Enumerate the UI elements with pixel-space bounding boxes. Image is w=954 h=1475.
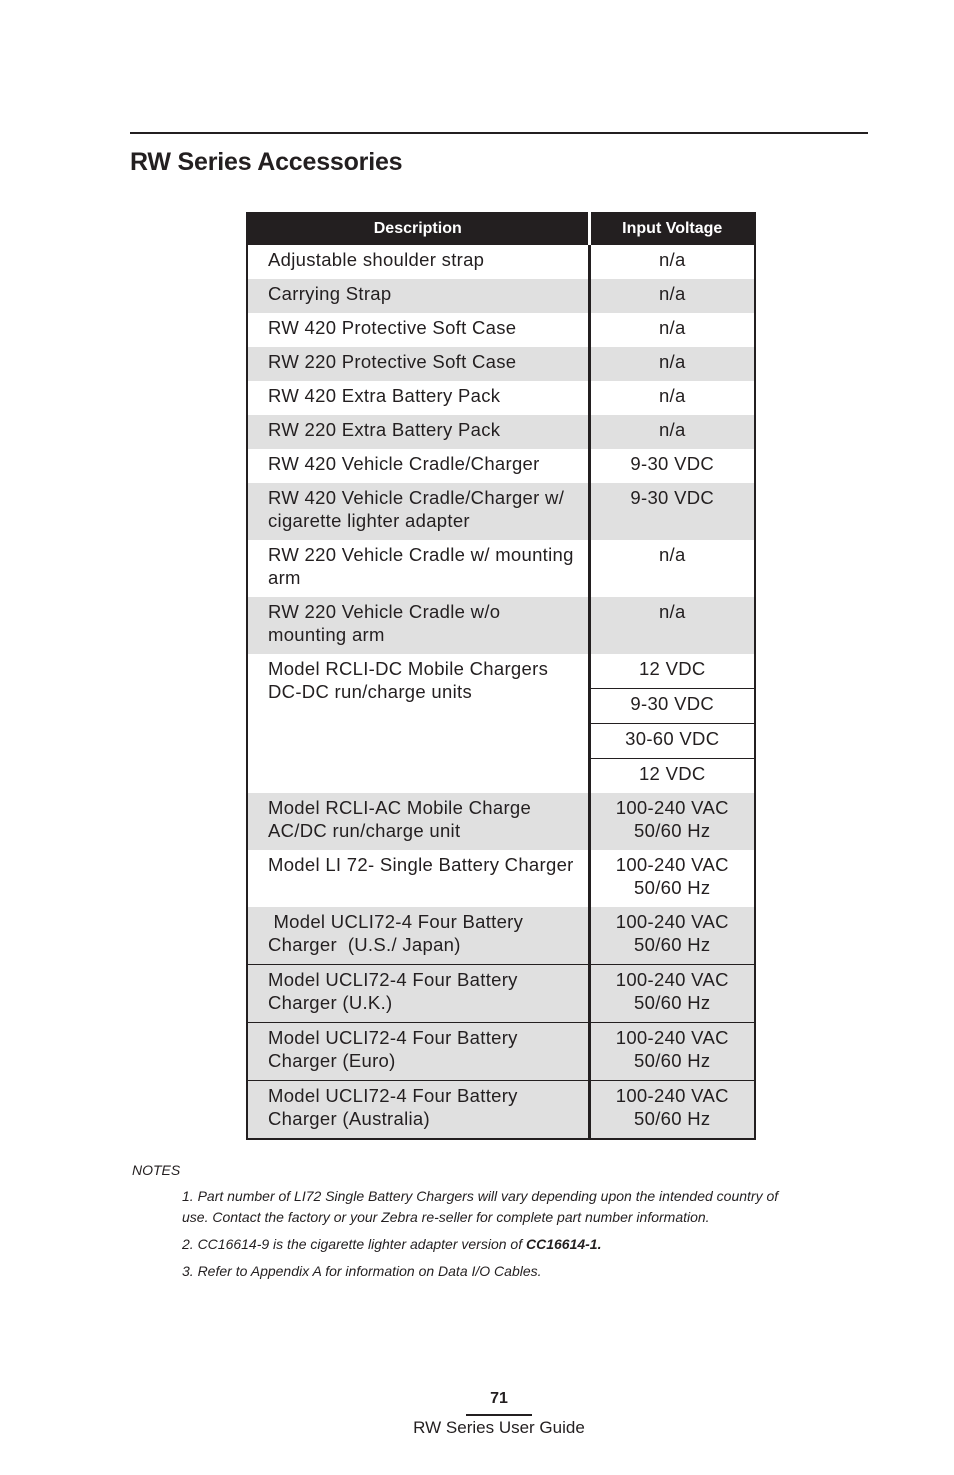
row-description: Model RCLI-AC Mobile Charge AC/DC run/charge unit bbox=[247, 793, 589, 850]
row-input-voltage: n/a bbox=[589, 347, 755, 381]
table-row bbox=[247, 965, 755, 1023]
accessories-table bbox=[246, 212, 756, 1140]
row-input-voltage bbox=[589, 1081, 755, 1140]
table-row bbox=[247, 415, 755, 449]
voltage-line: 100-240 VAC bbox=[615, 911, 729, 932]
voltage-line: 100-240 VAC bbox=[615, 797, 729, 818]
frequency-line: 50/60 Hz bbox=[634, 1050, 711, 1071]
table-row bbox=[247, 483, 755, 540]
row-description: RW 220 Extra Battery Pack bbox=[247, 415, 589, 449]
note-1: 1. Part number of LI72 Single Battery Chargers will vary depending upon the intended country of use. Contact the factory or your Zebra re-seller for complete part number information. bbox=[182, 1188, 779, 1225]
voltage-line: 100-240 VAC bbox=[615, 1027, 729, 1048]
row-input-voltage: 30-60 VDC bbox=[589, 724, 755, 759]
row-input-voltage bbox=[589, 1023, 755, 1081]
table-row bbox=[247, 1023, 755, 1081]
table-row bbox=[247, 449, 755, 483]
table-row bbox=[247, 347, 755, 381]
voltage-line: 100-240 VAC bbox=[615, 969, 729, 990]
row-description: Model RCLI-DC Mobile Chargers DC-DC run/charge units bbox=[268, 658, 549, 702]
row-input-voltage: 9-30 VDC bbox=[589, 449, 755, 483]
row-input-voltage: 12 VDC bbox=[589, 759, 755, 794]
row-description: Carrying Strap bbox=[247, 279, 589, 313]
row-description: RW 420 Protective Soft Case bbox=[268, 317, 517, 338]
row-input-voltage bbox=[589, 907, 755, 965]
table-row bbox=[247, 381, 755, 415]
row-input-voltage: n/a bbox=[589, 540, 755, 597]
row-description: RW 420 Vehicle Cradle/Charger bbox=[268, 453, 540, 474]
notes-heading: NOTES bbox=[132, 1162, 181, 1178]
row-input-voltage: n/a bbox=[589, 245, 755, 279]
row-input-voltage: n/a bbox=[589, 415, 755, 449]
table-row bbox=[247, 793, 755, 850]
note-2-part-number: CC16614-1. bbox=[525, 1236, 602, 1252]
voltage-line: 100-240 VAC bbox=[615, 1085, 729, 1106]
row-description: Adjustable shoulder strap bbox=[268, 249, 485, 270]
row-description: RW 220 Vehicle Cradle w/ mounting arm bbox=[268, 544, 574, 588]
row-description: RW 220 Protective Soft Case bbox=[247, 347, 589, 381]
guide-name: RW Series User Guide bbox=[413, 1418, 585, 1437]
frequency-line: 50/60 Hz bbox=[634, 820, 711, 841]
frequency-line: 50/60 Hz bbox=[634, 1108, 711, 1129]
row-description: Model UCLI72-4 Four Battery Charger (U.K.) bbox=[247, 965, 589, 1023]
row-input-voltage: n/a bbox=[589, 597, 755, 654]
row-input-voltage: 12 VDC bbox=[589, 654, 755, 689]
row-description: RW 220 Vehicle Cradle w/o mounting arm bbox=[247, 597, 589, 654]
row-description: Model UCLI72-4 Four Battery Charger (Australia) bbox=[247, 1081, 589, 1140]
row-input-voltage: 9-30 VDC bbox=[589, 689, 755, 724]
row-input-voltage: n/a bbox=[589, 381, 755, 415]
row-input-voltage bbox=[589, 850, 755, 907]
table-header-row bbox=[247, 212, 755, 245]
frequency-line: 50/60 Hz bbox=[634, 992, 711, 1013]
row-description: RW 420 Vehicle Cradle/Charger w/ cigarette lighter adapter bbox=[247, 483, 589, 540]
table-row bbox=[247, 245, 755, 279]
table-row bbox=[247, 540, 755, 597]
note-3: 3. Refer to Appendix A for information on Data I/O Cables. bbox=[182, 1263, 542, 1279]
page-number: 71 bbox=[490, 1390, 508, 1407]
table-row bbox=[247, 654, 755, 689]
table-row bbox=[247, 313, 755, 347]
frequency-line: 50/60 Hz bbox=[634, 934, 711, 955]
table-row bbox=[247, 1081, 755, 1140]
row-description: Model LI 72- Single Battery Charger bbox=[268, 854, 574, 875]
table-row bbox=[247, 907, 755, 965]
row-input-voltage: n/a bbox=[589, 313, 755, 347]
row-input-voltage bbox=[589, 965, 755, 1023]
row-description: Model UCLI72-4 Four Battery Charger (U.S./ Japan) bbox=[247, 907, 589, 965]
frequency-line: 50/60 Hz bbox=[634, 877, 711, 898]
column-header-description: Description bbox=[247, 212, 589, 245]
notes-section bbox=[130, 1162, 830, 1288]
table-row bbox=[247, 597, 755, 654]
table-row bbox=[247, 279, 755, 313]
page-number-rule bbox=[466, 1414, 532, 1416]
row-description: RW 420 Extra Battery Pack bbox=[268, 385, 501, 406]
voltage-line: 100-240 VAC bbox=[615, 854, 729, 875]
row-input-voltage bbox=[589, 793, 755, 850]
top-rule bbox=[130, 132, 868, 134]
column-header-input-voltage: Input Voltage bbox=[589, 212, 755, 245]
table-row bbox=[247, 850, 755, 907]
row-description: Model UCLI72-4 Four Battery Charger (Euro) bbox=[247, 1023, 589, 1081]
row-input-voltage: n/a bbox=[589, 279, 755, 313]
page-title: RW Series Accessories bbox=[130, 148, 403, 176]
note-2 bbox=[182, 1234, 802, 1255]
note-2-text: 2. CC16614-9 is the cigarette lighter adapter version of bbox=[182, 1236, 526, 1252]
row-input-voltage: 9-30 VDC bbox=[589, 483, 755, 540]
